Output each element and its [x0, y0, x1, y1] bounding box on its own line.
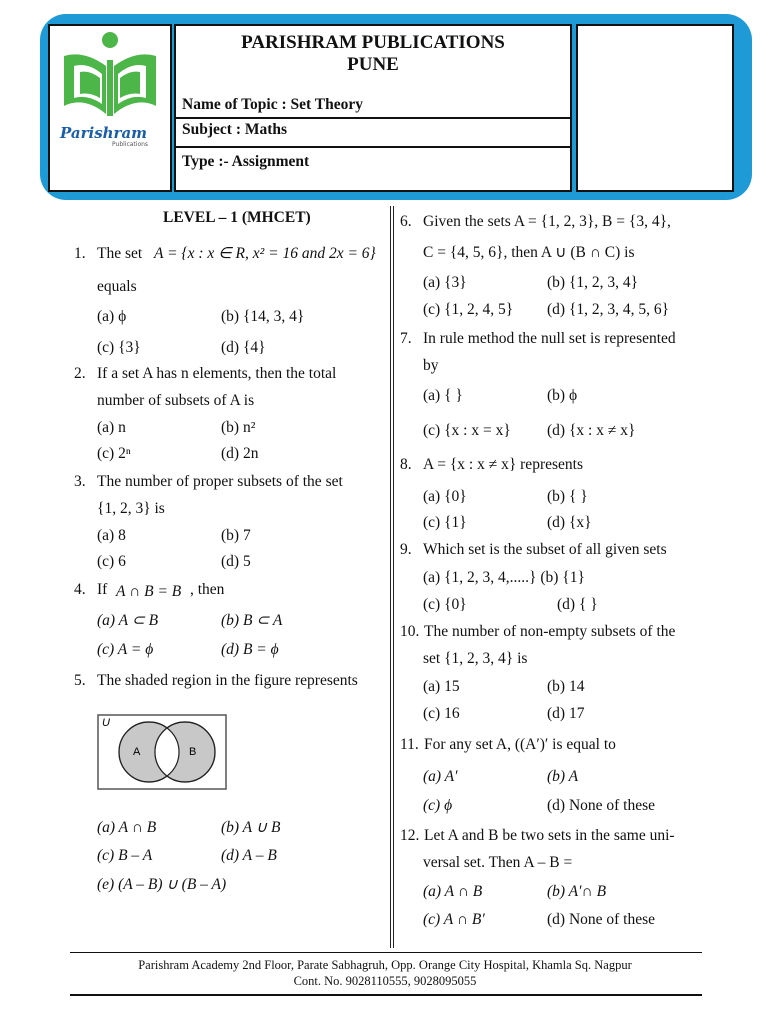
option-a: (a) {0} — [423, 488, 467, 505]
option-b: (b) ϕ — [547, 387, 578, 404]
question-number: 3. — [74, 473, 86, 490]
question-number: 10. — [400, 623, 420, 640]
question-math: A ∩ B = B — [116, 583, 182, 600]
option-c: (c) 16 — [423, 705, 460, 722]
option-b: (b) 14 — [547, 678, 585, 695]
question-stem: equals — [97, 278, 137, 295]
question-stem: set {1, 2, 3, 4} is — [423, 650, 528, 667]
question-number: 12. — [400, 827, 420, 844]
option-a: (a) 15 — [423, 678, 460, 695]
option-d: (d) {x : x ≠ x} — [547, 422, 636, 439]
option-a: (a) A′ — [423, 768, 458, 785]
question-number: 9. — [400, 541, 412, 558]
publisher-city: PUNE — [347, 54, 399, 75]
question-number: 4. — [74, 581, 86, 598]
question-stem: , then — [190, 581, 225, 598]
venn-a-label: A — [133, 746, 141, 758]
column-divider — [390, 206, 394, 948]
option-c: (c) {0} — [423, 596, 467, 613]
question-stem: The set — [97, 245, 143, 262]
option-b: (b) {14, 3, 4} — [221, 308, 305, 325]
footer-rule — [70, 952, 702, 953]
option-a: (a) 8 — [97, 527, 126, 544]
title-divider — [176, 117, 570, 119]
option-b: (b) n² — [221, 419, 256, 436]
question-stem: The number of proper subsets of the set — [97, 473, 343, 490]
option-a: (a) { } — [423, 387, 463, 404]
option-c: (c) B – A — [97, 847, 153, 864]
level-title: LEVEL – 1 (MHCET) — [163, 209, 311, 226]
option-b: (b) A ∪ B — [221, 819, 281, 836]
option-c: (c) {3} — [97, 339, 141, 356]
venn-b-label: B — [189, 746, 197, 758]
publisher-name: PARISHRAM PUBLICATIONS — [241, 32, 505, 53]
logo-text: Parishram — [60, 124, 148, 142]
option-d: (d) 2n — [221, 445, 259, 462]
question-stem: The number of non-empty subsets of the — [424, 623, 676, 640]
question-stem: If — [97, 581, 108, 598]
footer-contact: Cont. No. 9028110555, 9028095055 — [293, 974, 477, 988]
question-stem: For any set A, ((A′)′ is equal to — [424, 736, 616, 753]
question-stem: In rule method the null set is represented — [423, 330, 676, 347]
question-number: 8. — [400, 456, 412, 473]
option-d: (d) None of these — [547, 797, 656, 814]
option-c: (c) 2ⁿ — [97, 445, 131, 462]
question-number: 1. — [74, 245, 86, 262]
footer-rule-bottom — [70, 994, 702, 996]
question-stem: by — [423, 357, 439, 374]
option-d: (d) A – B — [221, 847, 277, 864]
question-stem: Given the sets A = {1, 2, 3}, B = {3, 4}, — [423, 213, 671, 230]
question-stem: versal set. Then A – B = — [423, 854, 573, 871]
publisher-title — [176, 32, 570, 76]
blank-box — [576, 24, 734, 192]
option-b: (b) A — [547, 768, 579, 785]
option-a: (a) A ⊂ B — [97, 612, 159, 629]
option-b: (b) {1, 2, 3, 4} — [547, 274, 639, 291]
option-c: (c) ϕ — [423, 797, 453, 814]
option-a: (a) n — [97, 419, 126, 436]
question-stem: number of subsets of A is — [97, 392, 255, 409]
question-stem: If a set A has n elements, then the total — [97, 365, 337, 382]
topic-field: Name of Topic : Set Theory — [182, 96, 363, 113]
option-b: (b) A′∩ B — [547, 883, 607, 900]
option-d: (d) 5 — [221, 553, 251, 570]
option-b: (b) B ⊂ A — [221, 612, 283, 629]
question-math: A = {x : x ∈ R, x² = 16 and 2x = 6} — [154, 245, 376, 262]
option-a: (a) {3} — [423, 274, 467, 291]
venn-diagram — [97, 714, 227, 790]
option-d: (d) 17 — [547, 705, 585, 722]
option-e: (e) (A – B) ∪ (B – A) — [97, 876, 227, 893]
option-a: (a) ϕ — [97, 308, 127, 325]
option-b: (b) 7 — [221, 527, 251, 544]
option-d: (d) { } — [557, 596, 598, 613]
option-c: (c) A ∩ B′ — [423, 911, 485, 928]
question-number: 2. — [74, 365, 86, 382]
title-divider — [176, 146, 570, 148]
question-stem: Let A and B be two sets in the same uni- — [424, 827, 675, 844]
option-d: (d) {x} — [547, 514, 592, 531]
logo-subtext: Publications — [112, 141, 149, 148]
subject-field: Subject : Maths — [182, 121, 288, 138]
option-a: (a) A ∩ B — [423, 883, 483, 900]
question-number: 6. — [400, 213, 412, 230]
option-d: (d) B = ϕ — [221, 641, 279, 658]
footer-address: Parishram Academy 2nd Floor, Parate Sabhagruh, Opp. Orange City Hospital, Khamla Sq. Nagpur — [138, 958, 632, 972]
question-number: 5. — [74, 672, 86, 689]
option-ab: (a) {1, 2, 3, 4,.....} (b) {1} — [423, 569, 585, 586]
question-number: 11. — [400, 736, 419, 753]
option-b: (b) { } — [547, 488, 588, 505]
option-d: (d) {1, 2, 3, 4, 5, 6} — [547, 301, 670, 318]
question-stem: The shaded region in the figure represents — [97, 672, 358, 689]
question-stem: C = {4, 5, 6}, then A ∪ (B ∩ C) is — [423, 244, 635, 261]
option-c: (c) {1} — [423, 514, 467, 531]
title-box — [174, 24, 572, 192]
option-c: (c) {x : x = x} — [423, 422, 511, 439]
option-d: (d) None of these — [547, 911, 656, 928]
option-d: (d) {4} — [221, 339, 266, 356]
option-c: (c) 6 — [97, 553, 126, 570]
option-c: (c) {1, 2, 4, 5} — [423, 301, 514, 318]
option-a: (a) A ∩ B — [97, 819, 157, 836]
question-stem: A = {x : x ≠ x} represents — [423, 456, 583, 473]
type-field: Type :- Assignment — [182, 153, 310, 170]
question-stem: {1, 2, 3} is — [97, 500, 165, 517]
logo-box — [48, 24, 172, 192]
option-c: (c) A = ϕ — [97, 641, 154, 658]
question-stem: Which set is the subset of all given sets — [423, 541, 667, 558]
venn-u-label: U — [102, 717, 110, 729]
question-number: 7. — [400, 330, 412, 347]
